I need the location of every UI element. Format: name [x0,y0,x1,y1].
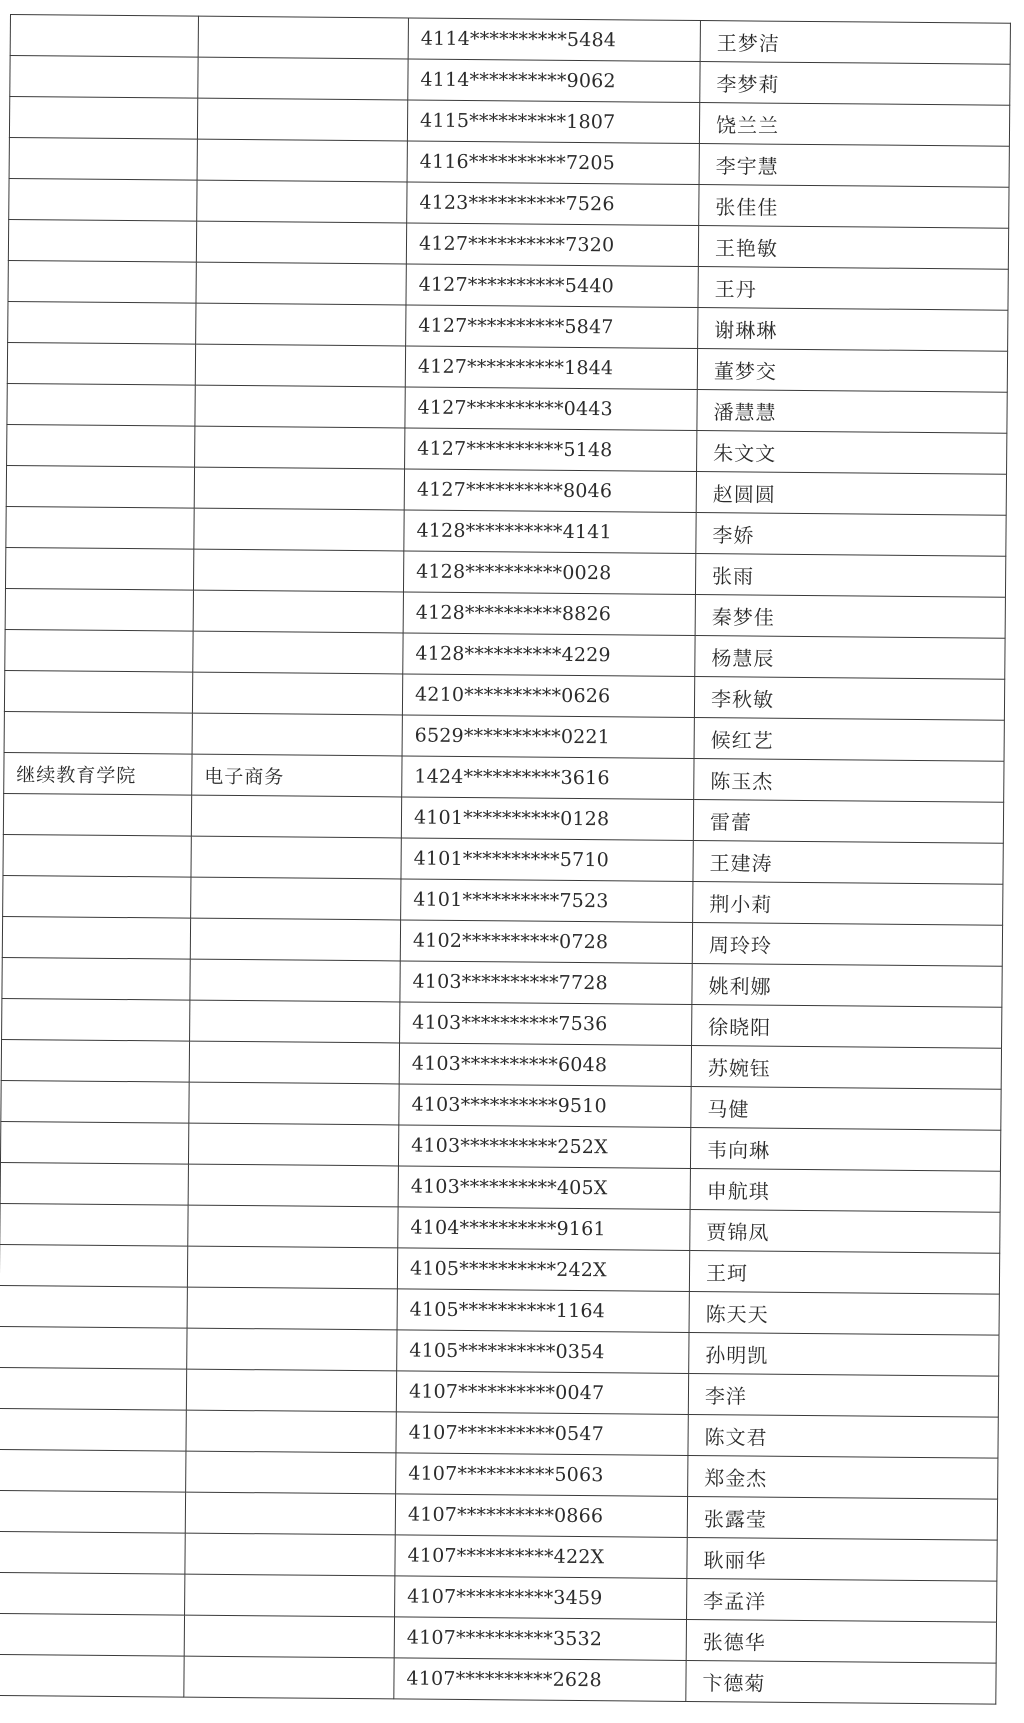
college-cell [7,342,195,385]
college-cell [2,957,190,1000]
student-name-cell: 张露莹 [687,1496,997,1540]
college-cell [0,1531,185,1574]
major-cell [197,180,407,223]
college-cell: 继续教育学院 [4,752,192,795]
major-cell [196,262,406,305]
id-number-cell: 4127**********5148 [405,428,697,472]
student-name-cell: 陈文君 [688,1414,998,1458]
id-number-cell: 1424**********3616 [402,756,694,800]
student-name-cell: 李孟洋 [687,1578,997,1622]
student-name-cell: 姚利娜 [692,963,1002,1007]
college-cell [6,465,194,508]
major-cell [187,1287,397,1330]
student-name-cell: 荆小莉 [693,881,1003,925]
major-cell [190,1000,400,1043]
id-number-cell: 4105**********242X [397,1248,689,1292]
student-name-cell: 杨慧辰 [695,636,1005,680]
student-name-cell: 李洋 [688,1373,998,1417]
student-name-cell: 朱文文 [697,431,1007,475]
id-number-cell: 4107**********3459 [395,1576,687,1620]
id-number-cell: 4114**********9062 [408,59,700,103]
major-cell [191,836,401,879]
id-number-cell: 4210**********0626 [402,674,694,718]
major-cell [188,1205,398,1248]
college-cell [3,834,191,877]
id-number-cell: 4107**********3532 [394,1617,686,1661]
college-cell [0,1367,187,1410]
college-cell [0,1121,188,1164]
student-name-cell: 贾锦凤 [690,1209,1000,1253]
id-number-cell: 6529**********0221 [402,715,694,759]
student-name-cell: 李娇 [696,513,1006,557]
id-number-cell: 4127**********7320 [406,223,698,267]
college-cell [2,998,190,1041]
major-cell [194,508,404,551]
student-name-cell: 申航琪 [690,1168,1000,1212]
college-cell [0,1326,187,1369]
id-number-cell: 4107**********422X [395,1535,687,1579]
college-cell [1,1039,189,1082]
major-cell [185,1533,395,1576]
id-number-cell: 4101**********0128 [401,797,693,841]
document-page [0,14,1010,1723]
roster-table-body [0,15,1010,1705]
college-cell [3,875,191,918]
id-number-cell: 4128**********4141 [404,510,696,554]
student-name-cell: 陈天天 [689,1291,999,1335]
student-name-cell: 苏婉钰 [691,1045,1001,1089]
major-cell [194,467,404,510]
major-cell [191,795,401,838]
major-cell [188,1164,398,1207]
id-number-cell: 4116**********7205 [407,141,699,185]
college-cell [0,1244,188,1287]
college-cell [7,383,195,426]
major-cell [187,1246,397,1289]
major-cell [197,98,407,141]
id-number-cell: 4115**********1807 [407,100,699,144]
college-cell [0,1572,185,1615]
id-number-cell: 4128**********4229 [403,633,695,677]
college-cell [10,56,198,99]
major-cell [189,1082,399,1125]
major-cell [184,1615,394,1658]
student-name-cell: 王珂 [689,1250,999,1294]
college-cell [4,670,192,713]
id-number-cell: 4107**********0547 [396,1412,688,1456]
student-name-cell: 王梦洁 [700,21,1010,65]
major-cell [191,877,401,920]
major-cell [192,713,402,756]
major-cell [193,549,403,592]
college-cell [0,1449,186,1492]
id-number-cell: 4101**********7523 [401,879,693,923]
major-cell: 电子商务 [192,754,402,797]
student-name-cell: 李秋敏 [694,677,1004,721]
major-cell [186,1369,396,1412]
student-name-cell: 王建涛 [693,840,1003,884]
id-number-cell: 4105**********1164 [397,1289,689,1333]
student-name-cell: 李梦莉 [700,62,1010,106]
id-number-cell: 4128**********0028 [403,551,695,595]
student-name-cell: 董梦交 [697,349,1007,393]
id-number-cell: 4107**********0866 [395,1494,687,1538]
major-cell [189,1041,399,1084]
college-cell [0,1285,187,1328]
id-number-cell: 4114**********5484 [408,18,700,62]
major-cell [185,1574,395,1617]
student-name-cell: 孙明凯 [689,1332,999,1376]
id-number-cell: 4128**********8826 [403,592,695,636]
college-cell [9,137,197,180]
college-cell [0,1203,188,1246]
major-cell [192,672,402,715]
college-cell [4,711,192,754]
major-cell [193,631,403,674]
id-number-cell: 4127**********5847 [406,305,698,349]
major-cell [196,303,406,346]
college-cell [9,178,197,221]
major-cell [195,344,405,387]
id-number-cell: 4101**********5710 [401,838,693,882]
major-cell [190,959,400,1002]
id-number-cell: 4127**********8046 [404,469,696,513]
student-name-cell: 陈玉杰 [694,758,1004,802]
college-cell [0,1654,184,1697]
id-number-cell: 4103**********9510 [399,1084,691,1128]
college-cell [9,97,197,140]
student-name-cell: 王艳敏 [698,226,1008,270]
major-cell [197,139,407,182]
student-name-cell: 候红艺 [694,717,1004,761]
student-name-cell: 王丹 [698,267,1008,311]
college-cell [8,219,196,262]
college-cell [6,506,194,549]
id-number-cell: 4103**********6048 [399,1043,691,1087]
student-name-cell: 饶兰兰 [699,103,1009,147]
major-cell [198,57,408,100]
student-name-cell: 张雨 [695,554,1005,598]
id-number-cell: 4107**********2628 [394,1658,686,1702]
student-name-cell: 韦向琳 [690,1127,1000,1171]
major-cell [193,590,403,633]
student-name-cell: 赵圆圆 [696,472,1006,516]
student-name-cell: 周玲玲 [692,922,1002,966]
student-name-cell: 雷蕾 [693,799,1003,843]
id-number-cell: 4103**********7728 [400,961,692,1005]
major-cell [186,1451,396,1494]
major-cell [184,1656,394,1699]
student-name-cell: 马健 [691,1086,1001,1130]
id-number-cell: 4107**********0047 [396,1371,688,1415]
student-name-cell: 卞德菊 [686,1660,996,1704]
college-cell [10,15,198,58]
college-cell [3,793,191,836]
student-name-cell: 李宇慧 [699,144,1009,188]
student-name-cell: 张佳佳 [699,185,1009,229]
id-number-cell: 4105**********0354 [397,1330,689,1374]
id-number-cell: 4103**********405X [398,1166,690,1210]
student-name-cell: 耿丽华 [687,1537,997,1581]
college-cell [8,301,196,344]
college-cell [7,424,195,467]
college-cell [5,588,193,631]
id-number-cell: 4127**********1844 [405,346,697,390]
id-number-cell: 4102**********0728 [400,920,692,964]
student-name-cell: 谢琳琳 [698,308,1008,352]
major-cell [196,221,406,264]
student-name-cell: 潘慧慧 [697,390,1007,434]
major-cell [195,426,405,469]
student-name-cell: 徐晓阳 [692,1004,1002,1048]
id-number-cell: 4127**********5440 [406,264,698,308]
college-cell [0,1162,188,1205]
college-cell [5,547,193,590]
major-cell [185,1492,395,1535]
college-cell [8,260,196,303]
college-cell [5,629,193,672]
college-cell [2,916,190,959]
college-cell [0,1490,186,1533]
id-number-cell: 4127**********0443 [405,387,697,431]
college-cell [0,1613,185,1656]
table-row [0,1654,996,1704]
major-cell [195,385,405,428]
college-cell [1,1080,189,1123]
major-cell [186,1410,396,1453]
major-cell [190,918,400,961]
id-number-cell: 4123**********7526 [407,182,699,226]
student-name-cell: 郑金杰 [688,1455,998,1499]
college-cell [0,1408,186,1451]
id-number-cell: 4107**********5063 [396,1453,688,1497]
id-number-cell: 4104**********9161 [398,1207,690,1251]
id-number-cell: 4103**********252X [398,1125,690,1169]
major-cell [198,16,408,59]
major-cell [187,1328,397,1371]
student-name-cell: 秦梦佳 [695,595,1005,639]
id-number-cell: 4103**********7536 [400,1002,692,1046]
student-name-cell: 张德华 [686,1619,996,1663]
roster-table [0,14,1011,1705]
major-cell [188,1123,398,1166]
